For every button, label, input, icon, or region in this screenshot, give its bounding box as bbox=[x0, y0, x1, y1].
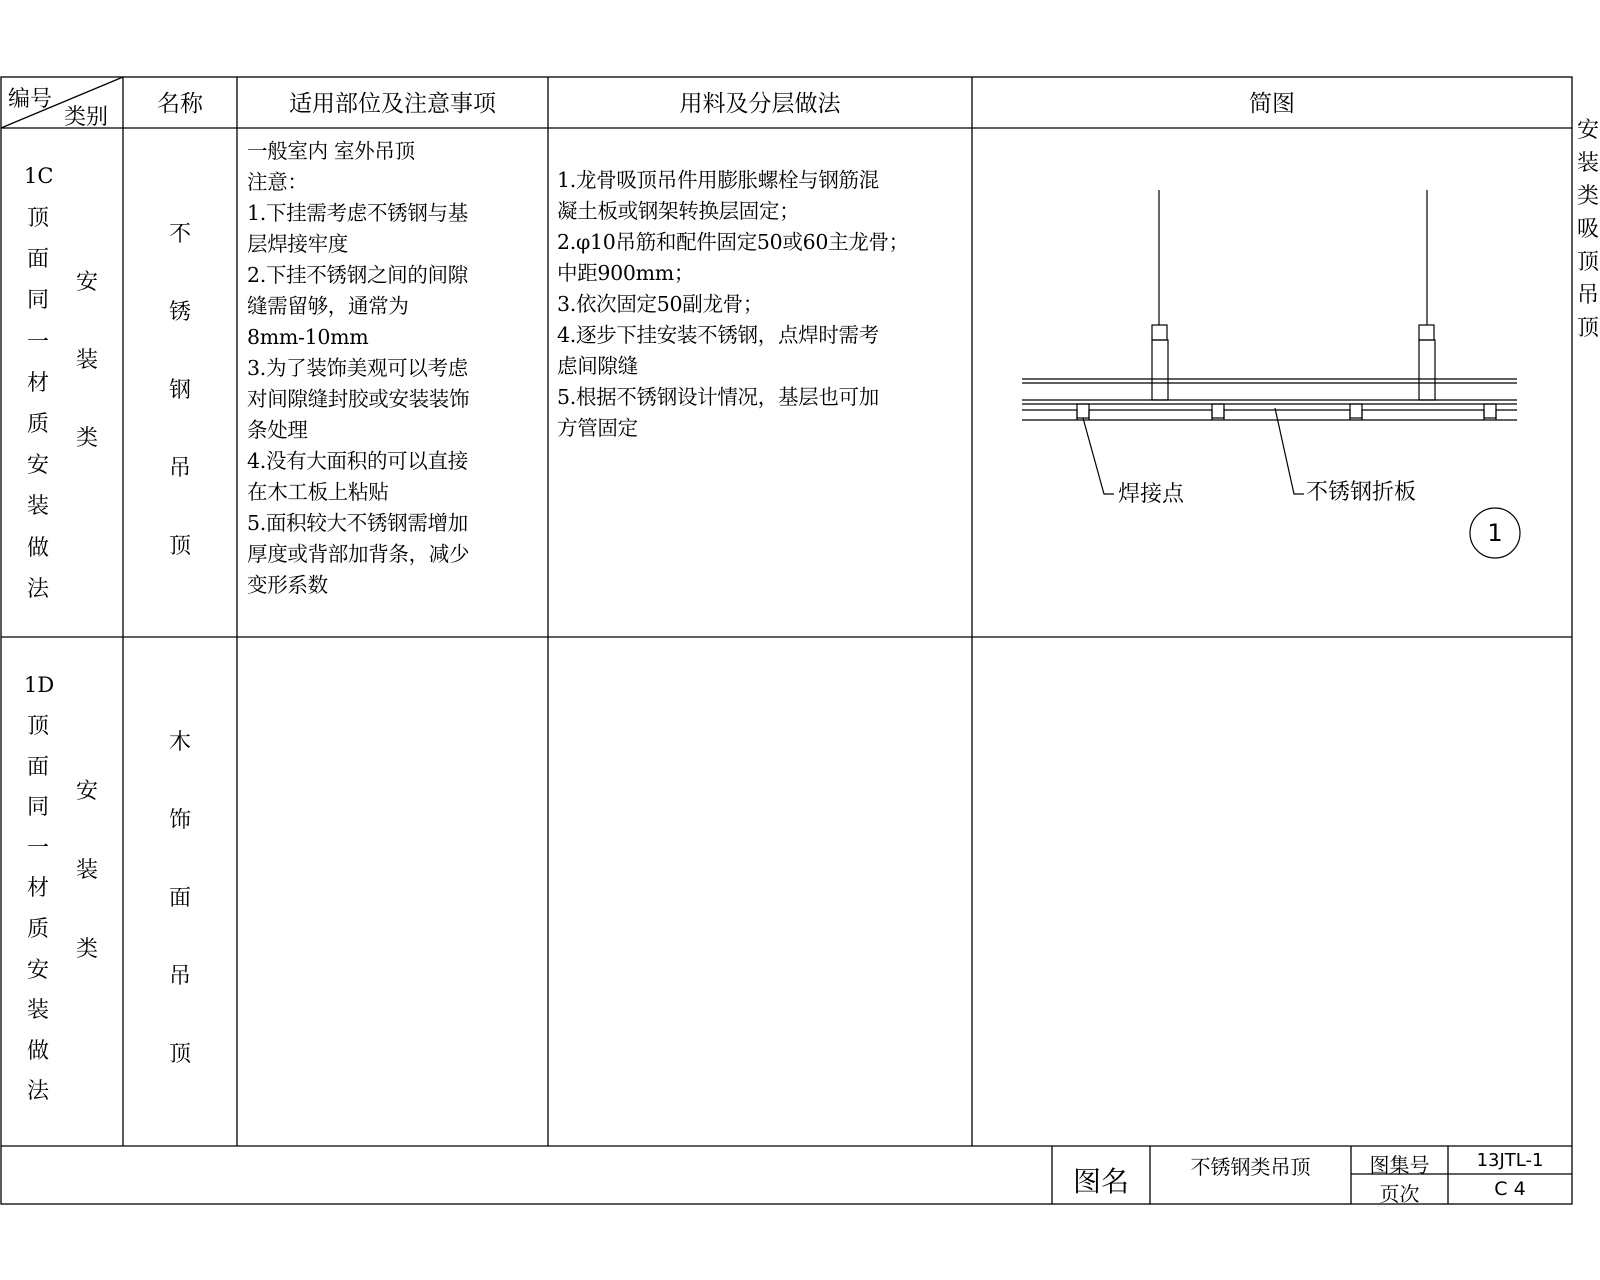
usage-line: 厚度或背部加背条，减少 bbox=[247, 542, 470, 566]
row2-category-left bbox=[24, 707, 52, 1113]
header-usage: 适用部位及注意事项 bbox=[289, 91, 496, 117]
label-stainless-panel: 不锈钢折板 bbox=[1306, 480, 1417, 505]
connector-left bbox=[1152, 325, 1167, 340]
name-char: 吊 bbox=[168, 456, 191, 481]
category-char: 材 bbox=[26, 876, 49, 902]
atlas-number: 13JTL-1 bbox=[1476, 1150, 1544, 1171]
category-char: 安 bbox=[75, 779, 98, 804]
label-drawing-name: 图名 bbox=[1072, 1165, 1129, 1198]
header-material: 用料及分层做法 bbox=[679, 91, 841, 117]
leader-stainless-panel bbox=[1275, 408, 1304, 494]
header-name: 名称 bbox=[157, 91, 203, 117]
name-char: 顶 bbox=[168, 1042, 191, 1067]
material-line: 3.依次固定50副龙骨； bbox=[557, 292, 764, 316]
row2-category-right bbox=[72, 752, 102, 989]
drawing-name: 不锈钢类吊顶 bbox=[1190, 1155, 1311, 1179]
row1-name bbox=[163, 196, 197, 586]
category-char: 安 bbox=[26, 957, 49, 983]
usage-line: 2.下挂不锈钢之间的间隙 bbox=[247, 263, 468, 287]
material-line: 2.φ10吊筋和配件固定50或60主龙骨； bbox=[557, 230, 909, 254]
category-char: 法 bbox=[26, 576, 49, 602]
category-char: 顶 bbox=[26, 206, 49, 231]
usage-line: 1.下挂需考虑不锈钢与基 bbox=[247, 201, 468, 225]
header-diagram: 简图 bbox=[1249, 91, 1295, 117]
category-char: 类 bbox=[75, 937, 98, 962]
material-line: 1.龙骨吸顶吊件用膨胀螺栓与钢筋混 bbox=[557, 168, 879, 192]
name-char: 锈 bbox=[168, 300, 191, 325]
detail-number: 1 bbox=[1487, 519, 1503, 547]
material-line: 虑间隙缝 bbox=[557, 354, 638, 378]
category-char: 装 bbox=[26, 494, 49, 520]
row1-code: 1C bbox=[24, 164, 54, 188]
category-char: 一 bbox=[26, 329, 49, 355]
row1-category-left bbox=[24, 198, 52, 610]
name-char: 钢 bbox=[168, 378, 191, 403]
material-line: 凝土板或钢架转换层固定； bbox=[557, 199, 800, 223]
usage-line: 8mm-10mm bbox=[247, 325, 369, 349]
material-line: 5.根据不锈钢设计情况，基层也可加 bbox=[557, 385, 879, 409]
margin-char: 安 bbox=[1576, 118, 1599, 143]
usage-line: 4.没有大面积的可以直接 bbox=[247, 449, 468, 473]
category-char: 材 bbox=[26, 370, 49, 396]
category-char: 质 bbox=[26, 916, 49, 942]
category-char: 面 bbox=[26, 247, 49, 273]
name-char: 面 bbox=[168, 886, 191, 911]
usage-line: 3.为了装饰美观可以考虑 bbox=[247, 356, 468, 380]
category-char: 顶 bbox=[26, 714, 49, 739]
margin-char: 装 bbox=[1576, 151, 1599, 176]
category-char: 同 bbox=[26, 795, 49, 821]
category-char: 面 bbox=[26, 754, 49, 780]
corner-label-category: 类别 bbox=[64, 105, 109, 130]
category-char: 安 bbox=[26, 453, 49, 479]
row1-category-right bbox=[72, 244, 102, 478]
leader-weld-point bbox=[1083, 418, 1114, 494]
name-char: 木 bbox=[168, 730, 191, 755]
usage-line: 对间隙缝封胶或安装装饰 bbox=[247, 387, 470, 411]
category-char: 质 bbox=[26, 412, 49, 438]
row2-name bbox=[163, 704, 197, 1094]
weld-clips bbox=[1077, 404, 1496, 418]
corner-label-number: 编号 bbox=[8, 87, 53, 112]
name-char: 顶 bbox=[168, 534, 191, 559]
margin-char: 顶 bbox=[1576, 250, 1599, 275]
name-char: 吊 bbox=[168, 964, 191, 989]
usage-line: 注意： bbox=[247, 170, 308, 194]
name-char: 饰 bbox=[168, 808, 191, 833]
category-char: 一 bbox=[26, 835, 49, 861]
hanger-right bbox=[1419, 340, 1435, 400]
category-char: 做 bbox=[26, 535, 49, 561]
label-atlas-number: 图集号 bbox=[1369, 1153, 1430, 1177]
material-line: 中距900mm； bbox=[557, 261, 695, 285]
usage-line: 条处理 bbox=[247, 418, 308, 442]
category-char: 做 bbox=[26, 1038, 49, 1064]
page-number: C 4 bbox=[1494, 1178, 1526, 1200]
category-char: 装 bbox=[75, 858, 98, 883]
margin-note bbox=[1576, 114, 1600, 345]
margin-char: 吊 bbox=[1576, 283, 1599, 308]
row1-material-steps bbox=[557, 165, 909, 444]
category-char: 同 bbox=[26, 288, 49, 314]
folded-panel-segments bbox=[1022, 410, 1517, 420]
category-char: 法 bbox=[26, 1079, 49, 1105]
category-char: 装 bbox=[26, 998, 49, 1024]
ceiling-section-diagram bbox=[972, 128, 1572, 637]
margin-char: 顶 bbox=[1576, 316, 1599, 341]
usage-line: 变形系数 bbox=[247, 573, 328, 597]
row2-code: 1D bbox=[24, 673, 55, 697]
material-line: 4.逐步下挂安装不锈钢，点焊时需考 bbox=[557, 323, 879, 347]
label-weld-point: 焊接点 bbox=[1118, 482, 1185, 507]
usage-line: 缝需留够，通常为 bbox=[247, 294, 409, 318]
usage-line: 层焊接牢度 bbox=[247, 232, 348, 256]
label-page: 页次 bbox=[1379, 1182, 1420, 1206]
material-line: 方管固定 bbox=[557, 416, 638, 440]
category-char: 装 bbox=[75, 348, 98, 373]
margin-char: 类 bbox=[1576, 184, 1599, 209]
row1-usage-notes bbox=[247, 136, 469, 601]
name-char: 不 bbox=[168, 222, 191, 247]
usage-line: 一般室内 室外吊顶 bbox=[247, 139, 415, 163]
margin-char: 吸 bbox=[1576, 217, 1599, 242]
usage-line: 在木工板上粘贴 bbox=[247, 480, 389, 504]
usage-line: 5.面积较大不锈钢需增加 bbox=[247, 511, 468, 535]
connector-right bbox=[1419, 325, 1434, 340]
category-char: 安 bbox=[75, 270, 98, 295]
category-char: 类 bbox=[75, 426, 98, 451]
hanger-left bbox=[1152, 340, 1168, 400]
